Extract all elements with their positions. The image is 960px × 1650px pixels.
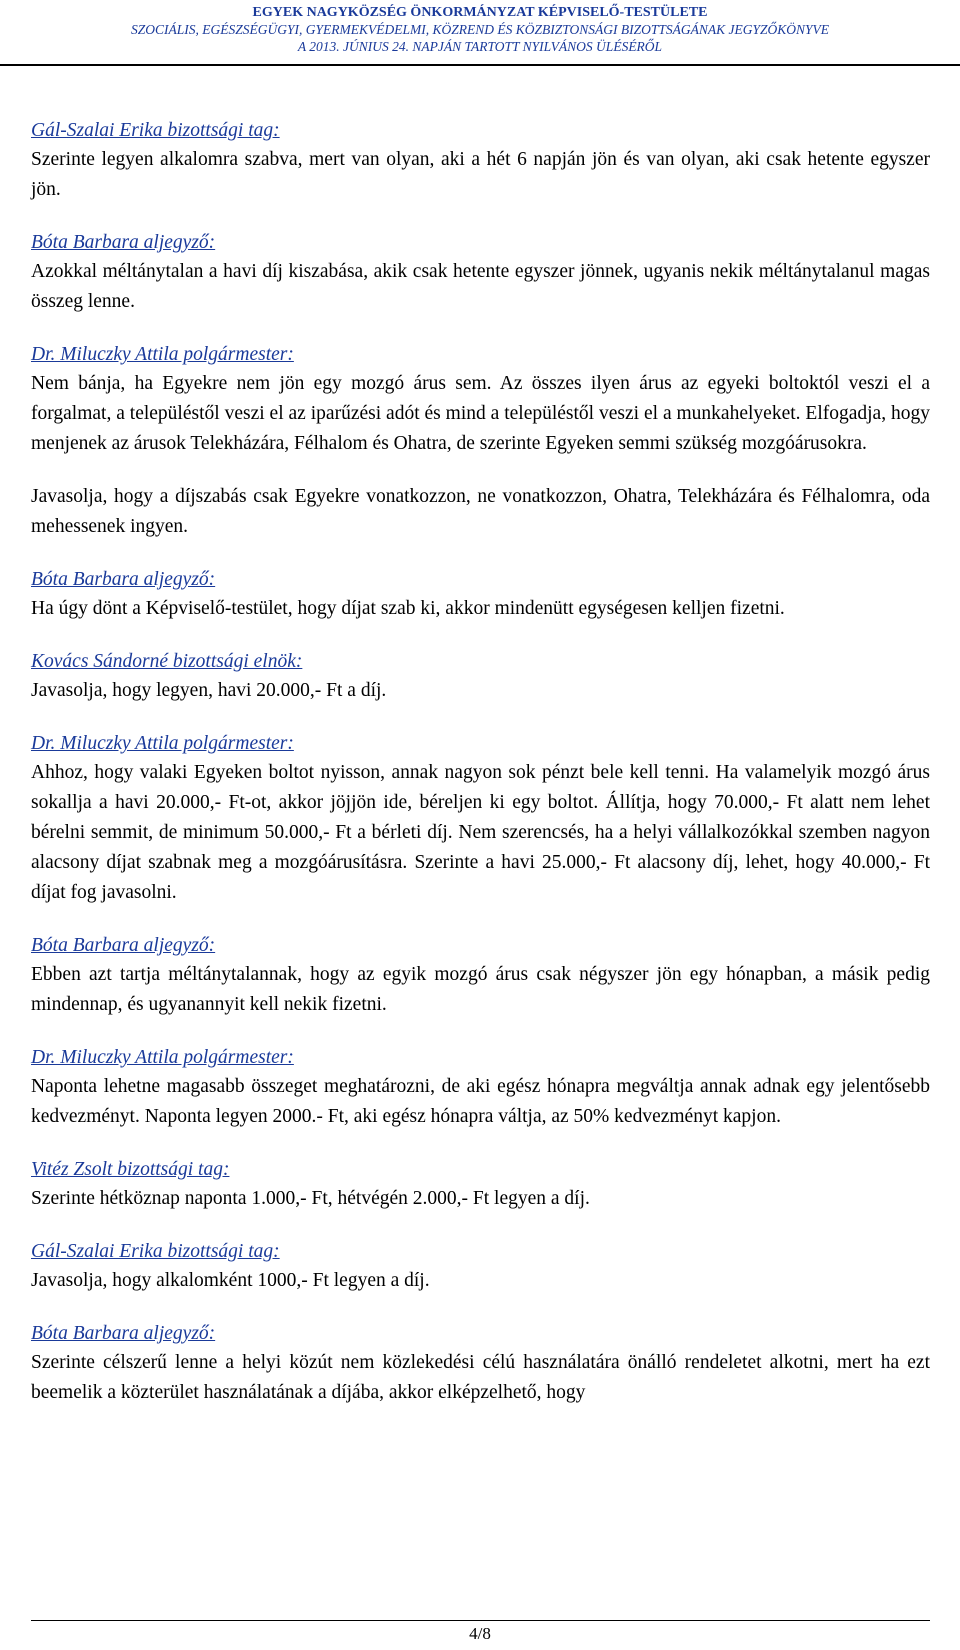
statement-text: Naponta lehetne magasabb összeget meghatározni, de aki egész hónapra megváltja annak adnak egy jelentősebb kedvezményt. Naponta legyen 2000.- Ft, aki egész hónapra váltja, az 50% kedvezményt kapjon. — [31, 1076, 930, 1127]
minutes-entry — [31, 340, 930, 542]
statement-text: Szerinte célszerű lenne a helyi közút nem közlekedési célú használatára önálló rendeletet alkotni, mert ha ezt beemelik a közterület használatának a díjába, akkor elképzelhető, hogy — [31, 1352, 930, 1403]
statement-text: Ahhoz, hogy valaki Egyeken boltot nyisson, annak nagyon sok pénzt bele kell tenni. Ha valamelyik mozgó árus sokallja a havi 20.000,- Ft-ot, akkor jöjjön ide, béreljen ki egy boltot. Állítja, hogy 70.000,- Ft alatt nem lehet bérelni semmit, de minimum 50.000,- Ft a bérleti díj. Nem szerencsés, ha a helyi vállalkozókkal szemben nagyon alacsony díjat szabnak meg a mozgóárusításra. Szerinte a havi 25.000,- Ft alacsony díj, lehet, hogy 40.000,- Ft díjat fog javasolni. — [31, 762, 930, 903]
minutes-entry — [31, 931, 930, 1020]
header-municipality: EGYEK NAGYKÖZSÉG ÖNKORMÁNYZAT KÉPVISELŐ-TESTÜLETE — [252, 5, 708, 20]
speaker-label: Gál-Szalai Erika bizottsági tag: — [31, 120, 280, 141]
minutes-entry — [31, 1237, 930, 1296]
speaker-label: Bóta Barbara aljegyző: — [31, 232, 216, 253]
minutes-body — [31, 116, 930, 1431]
minutes-entry — [31, 565, 930, 624]
header-session-date: A 2013. JÚNIUS 24. NAPJÁN TARTOTT NYILVÁNOS ÜLÉSÉRŐL — [297, 39, 663, 54]
minutes-entry — [31, 1155, 930, 1214]
statement-text: Javasolja, hogy legyen, havi 20.000,- Ft a díj. — [31, 680, 387, 701]
minutes-entry — [31, 1043, 930, 1132]
speaker-label: Dr. Miluczky Attila polgármester: — [31, 344, 294, 365]
statement-text: Javasolja, hogy a díjszabás csak Egyekre vonatkozzon, ne vonatkozzon, Ohatra, Telekházára és Félhalomra, oda mehessenek ingyen. — [31, 486, 930, 537]
statement-text: Ha úgy dönt a Képviselő-testület, hogy díjat szab ki, akkor mindenütt egységesen kelljen fizetni. — [31, 598, 785, 619]
speaker-label: Bóta Barbara aljegyző: — [31, 569, 216, 590]
speaker-label: Bóta Barbara aljegyző: — [31, 1323, 216, 1344]
page-number: 4/8 — [469, 1624, 491, 1643]
footer-divider — [31, 1620, 930, 1621]
minutes-entry — [31, 1319, 930, 1408]
speaker-label: Dr. Miluczky Attila polgármester: — [31, 733, 294, 754]
speaker-label: Kovács Sándorné bizottsági elnök: — [31, 651, 303, 672]
minutes-entry — [31, 228, 930, 317]
minutes-entry — [31, 729, 930, 908]
speaker-label: Dr. Miluczky Attila polgármester: — [31, 1047, 294, 1068]
statement-text: Szerinte hétköznap naponta 1.000,- Ft, hétvégén 2.000,- Ft legyen a díj. — [31, 1188, 590, 1209]
minutes-entry — [31, 116, 930, 205]
header-committee: SZOCIÁLIS, EGÉSZSÉGÜGYI, GYERMEKVÉDELMI, KÖZREND ÉS KÖZBIZTONSÁGI BIZOTTSÁGÁNAK JEGYZŐKÖNYVE — [130, 22, 830, 37]
minutes-entry — [31, 647, 930, 706]
header-divider — [0, 64, 960, 66]
statement-text: Ebben azt tartja méltánytalannak, hogy az egyik mozgó árus csak négyszer jön egy hónapban, a másik pedig mindennap, és ugyanannyit kell nekik fizetni. — [31, 964, 930, 1015]
statement-text: Nem bánja, ha Egyekre nem jön egy mozgó árus sem. Az összes ilyen árus az egyeki boltoktól veszi el a forgalmat, a településtől veszi el az iparűzési adót és mind a településtől veszi el a munkahelyeket. Elfogadja, hogy menjenek az árusok Telekházára, Félhalom és Ohatra, de szerinte Egyeken semmi szükség mozgóárusokra. — [31, 373, 930, 454]
speaker-label: Bóta Barbara aljegyző: — [31, 935, 216, 956]
statement-text: Azokkal méltánytalan a havi díj kiszabása, akik csak hetente egyszer jönnek, ugyanis nekik méltánytalanul magas összeg lenne. — [31, 261, 930, 312]
speaker-label: Vitéz Zsolt bizottsági tag: — [31, 1159, 230, 1180]
statement-text: Javasolja, hogy alkalomként 1000,- Ft legyen a díj. — [31, 1270, 430, 1291]
statement-text: Szerinte legyen alkalomra szabva, mert van olyan, aki a hét 6 napján jön és van olyan, aki csak hetente egyszer jön. — [31, 149, 930, 200]
speaker-label: Gál-Szalai Erika bizottsági tag: — [31, 1241, 280, 1262]
document-header — [0, 4, 960, 55]
